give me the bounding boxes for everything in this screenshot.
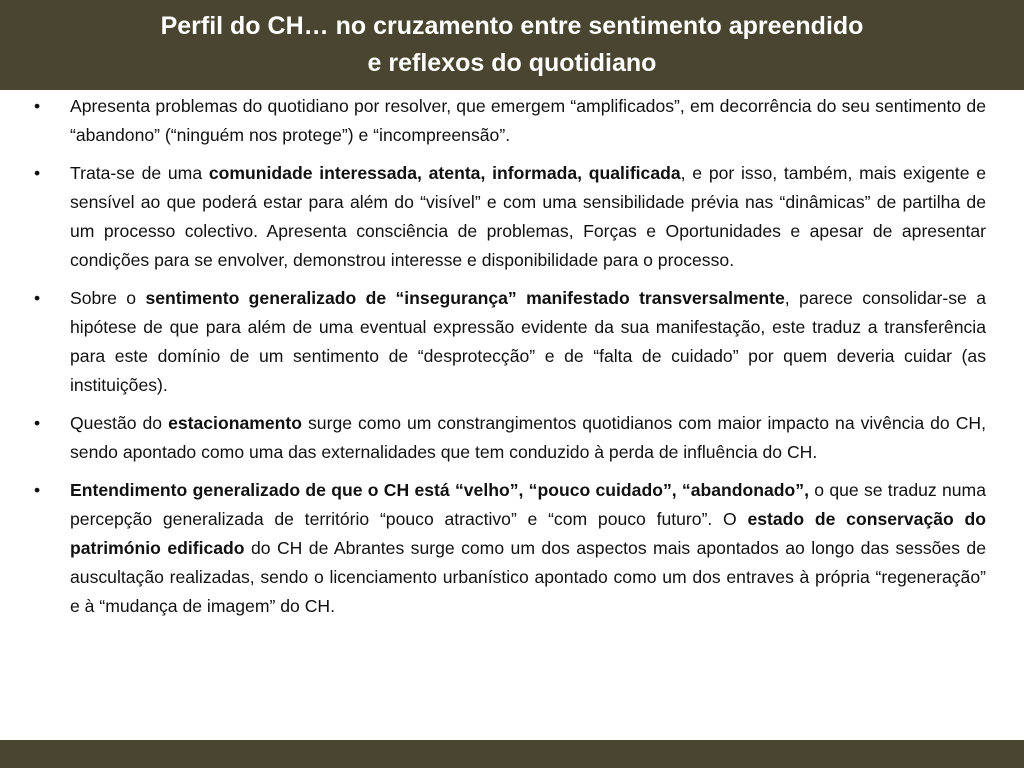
bullet-bold-text: estado de conservação do património edificado (70, 509, 986, 558)
bullet-bold-text: comunidade interessada, atenta, informada, qualificada (208, 163, 681, 183)
bullet-bold-text: estacionamento (168, 413, 303, 433)
bullet-bold-text: Entendimento generalizado de que o CH está “velho”, “pouco cuidado”, “abandonado”, (70, 480, 809, 500)
bullet-text: , parece consolidar-se a hipótese de que para além de uma eventual expressão evidente da sua manifestação, este traduz a transferência para este domínio de um sentimento de “desprotecção” e de “falta de cuidado” por quem deveria cuidar (as instituições). (70, 288, 986, 395)
bullet-dot-icon: • (34, 288, 41, 308)
bullet-item-1 (34, 92, 986, 150)
bullet-dot-icon: • (34, 480, 41, 500)
slide-title-line-1: Perfil do CH… no cruzamento entre sentimento apreendido (160, 12, 864, 40)
slide-title (0, 0, 1024, 90)
bullet-item-2 (34, 159, 986, 275)
bullet-text: surge como um constrangimentos quotidianos com maior impacto na vivência do CH, sendo apontado como uma das externalidades que tem conduzido à perda de influência do CH. (70, 413, 986, 462)
bullet-dot-icon: • (34, 413, 41, 433)
bullet-text: Sobre o (70, 288, 146, 308)
bullet-text: Apresenta problemas do quotidiano por resolver, que emergem “amplificados”, em decorrência do seu sentimento de “abandono” (“ninguém nos protege”) e “incompreensão”. (70, 96, 986, 145)
footer-bar (0, 740, 1024, 768)
bullet-text: Trata-se de uma (70, 163, 209, 183)
bullet-bold-text: sentimento generalizado de “insegurança” manifestado transversalmente (145, 288, 785, 308)
bullet-text: Questão do (70, 413, 169, 433)
bullet-dot-icon: • (34, 96, 41, 116)
bullet-item-4 (34, 409, 986, 467)
bullet-item-5 (34, 476, 986, 621)
bullet-text: , e por isso, também, mais exigente e sensível ao que poderá estar para além do “visível” e com uma sensibilidade prévia nas “dinâmicas” de partilha de um processo colectivo. Apresenta consciência de problemas, Forças e Oportunidades e apesar de apresentar condições para se envolver, demonstrou interesse e disponibilidade para o processo. (70, 163, 987, 270)
bullet-text: o que se traduz numa percepção generalizada de território “pouco atractivo” e “com pouco futuro”. O (70, 480, 986, 529)
bullet-dot-icon: • (34, 163, 41, 183)
slide-title-line-2: e reflexos do quotidiano (367, 49, 657, 77)
bullet-text: do CH de Abrantes surge como um dos aspectos mais apontados ao longo das sessões de auscultação realizadas, sendo o licenciamento urbanístico apontado como um dos entraves à própria “regeneração” e à “mudança de imagem” do CH. (70, 538, 986, 616)
bullet-list (34, 92, 986, 630)
bullet-item-3 (34, 284, 986, 400)
